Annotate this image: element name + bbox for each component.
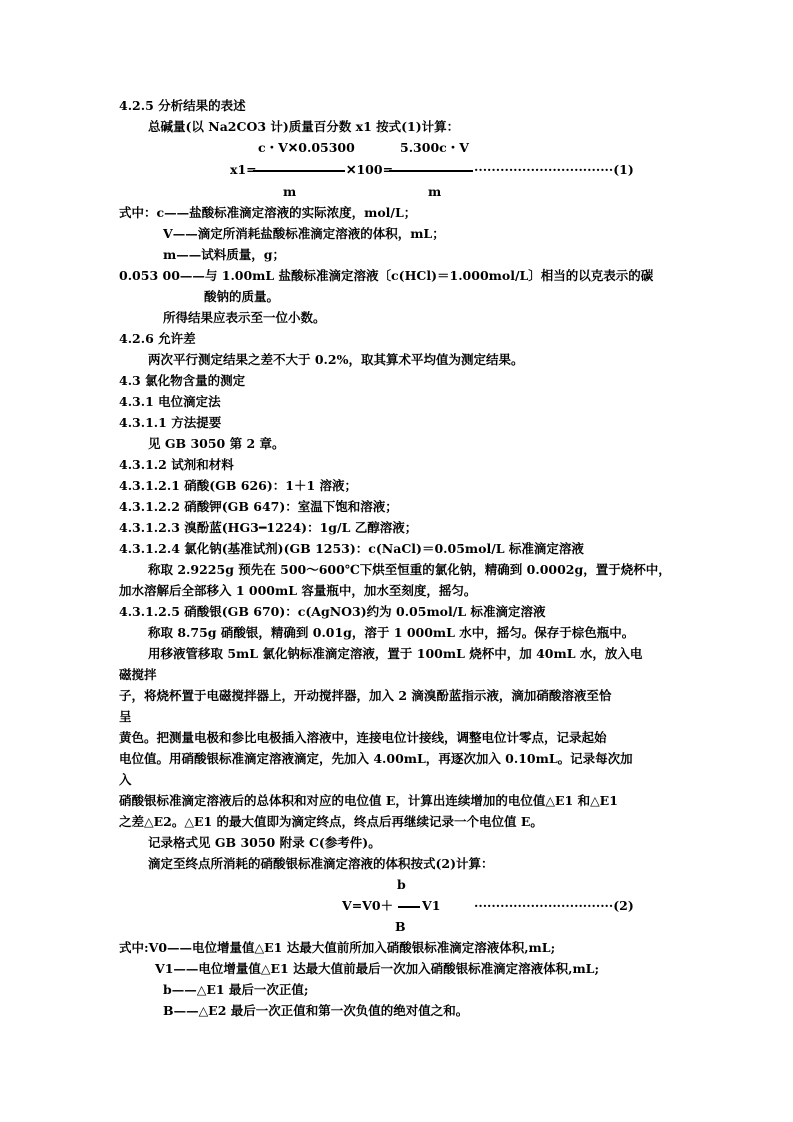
paragraph-line: 入 — [119, 772, 132, 787]
paragraph-line: 0.053 00——与 1.00mL 盐酸标准滴定溶液〔c(HCl)＝1.000mol/L〕相当的以克表示的碳 — [119, 268, 654, 283]
formula2-numerator: b — [397, 877, 406, 892]
section-heading-4-2-5: 4.2.5 分析结果的表述 — [119, 98, 246, 113]
paragraph-line: m——试料质量，g； — [163, 247, 285, 262]
formula2-denominator: B — [395, 919, 406, 934]
list-item: 4.3.1.2.3 溴酚蓝(HG3━1224)：1g/L 乙醇溶液； — [119, 520, 418, 535]
paragraph-line: 硝酸银标准滴定溶液后的总体积和对应的电位值 E，计算出连续增加的电位值△E1 和△E1 — [119, 793, 618, 808]
paragraph-line: 总碱量(以 Na2CO3 计)质量百分数 x1 按式(1)计算： — [148, 119, 460, 134]
formula1-numerator-1: c・V✕0.05300 — [258, 140, 355, 155]
section-heading-4-3-1: 4.3.1 电位滴定法 — [119, 394, 221, 409]
paragraph-line: B——△E2 最后一次正值和第一次负值的绝对值之和。 — [163, 1003, 469, 1018]
formula2-lhs: V=V0＋ — [342, 898, 394, 913]
formula1-denominator-1: m — [283, 184, 297, 199]
paragraph-line: 子，将烧杯置于电磁搅拌器上，开动搅拌器，加入 2 滴溴酚蓝指示液，滴加硝酸溶液至恰 — [119, 688, 612, 703]
list-item: 4.3.1.2.4 氯化钠(基准试剂)(GB 1253)：c(NaCl)＝0.05mol/L 标准滴定溶液 — [119, 541, 584, 556]
paragraph-line: 酸钠的质量。 — [204, 289, 280, 304]
paragraph-line: 式中:V0——电位增量值△E1 达最大值前所加入硝酸银标准滴定溶液体积,mL; — [119, 940, 556, 955]
formula1-lhs: x1= — [230, 162, 257, 177]
formula1-numerator-2: 5.300c・V — [400, 140, 469, 155]
paragraph-line: 电位值。用硝酸银标准滴定溶液滴定，先加入 4.00mL，再逐次加入 0.10mL。记录每次加 — [119, 751, 633, 766]
paragraph-line: V——滴定所消耗盐酸标准滴定溶液的体积，mL； — [163, 226, 445, 241]
paragraph-line: 所得结果应表示至一位小数。 — [163, 310, 326, 325]
paragraph-line: 记录格式见 GB 3050 附录 C(参考件)。 — [148, 835, 381, 850]
paragraph-line: 呈 — [119, 709, 132, 724]
formula2-leader-dots: ································(2) — [474, 898, 634, 913]
paragraph-line: b——△E1 最后一次正值; — [163, 982, 309, 997]
paragraph-line: V1——电位增量值△E1 达最大值前最后一次加入硝酸银标准滴定溶液体积,mL; — [155, 961, 600, 976]
paragraph-line: 见 GB 3050 第 2 章。 — [148, 436, 285, 451]
section-heading-4-3-1-1: 4.3.1.1 方法提要 — [119, 415, 222, 430]
list-item: 4.3.1.2.1 硝酸(GB 626)：1＋1 溶液； — [119, 478, 358, 493]
paragraph-line: 黄色。把测量电极和参比电极插入溶液中，连接电位计接线，调整电位计零点，记录起始 — [119, 730, 607, 745]
list-item: 4.3.1.2.2 硝酸钾(GB 647)：室温下饱和溶液； — [119, 499, 398, 514]
paragraph-line: 称取 8.75g 硝酸银，精确到 0.01g，溶于 1 000mL 水中，摇匀。保存于棕色瓶中。 — [148, 625, 635, 640]
paragraph-line: 称取 2.9225g 预先在 500～600℃下烘至恒重的氯化钠，精确到 0.0002g，置于烧杯中， — [148, 562, 671, 577]
formula2-fraction-bar — [398, 906, 420, 908]
formula2-rhs: V1 — [422, 898, 441, 913]
paragraph-line: 磁搅拌 — [119, 667, 157, 682]
paragraph-line: 滴定至终点所消耗的硝酸银标准滴定溶液的体积按式(2)计算： — [148, 856, 494, 871]
formula1-fraction-bar-2 — [389, 170, 473, 172]
formula1-fraction-bar-1 — [253, 170, 345, 172]
list-item: 4.3.1.2.5 硝酸银(GB 670)：c(AgNO3)约为 0.05mol/L 标准滴定溶液 — [119, 604, 546, 619]
paragraph-line: 之差△E2。△E1 的最大值即为滴定终点，终点后再继续记录一个电位值 E。 — [119, 814, 543, 829]
paragraph-line: 两次平行测定结果之差不大于 0.2%，取其算术平均值为测定结果。 — [148, 352, 524, 367]
formula1-leader-dots: ································(1) — [474, 162, 634, 177]
section-heading-4-2-6: 4.2.6 允许差 — [119, 331, 196, 346]
formula1-denominator-2: m — [428, 184, 442, 199]
formula1-times-100: ✕100= — [346, 162, 394, 177]
section-heading-4-3-1-2: 4.3.1.2 试剂和材料 — [119, 457, 234, 472]
paragraph-line: 式中：c——盐酸标准滴定溶液的实际浓度，mol/L； — [119, 205, 417, 220]
section-heading-4-3: 4.3 氯化物含量的测定 — [119, 373, 246, 388]
paragraph-line: 加水溶解后全部移入 1 000mL 容量瓶中，加水至刻度，摇匀。 — [119, 583, 477, 598]
paragraph-line: 用移液管移取 5mL 氯化钠标准滴定溶液，置于 100mL 烧杯中，加 40mL 水，放入电 — [148, 646, 643, 661]
